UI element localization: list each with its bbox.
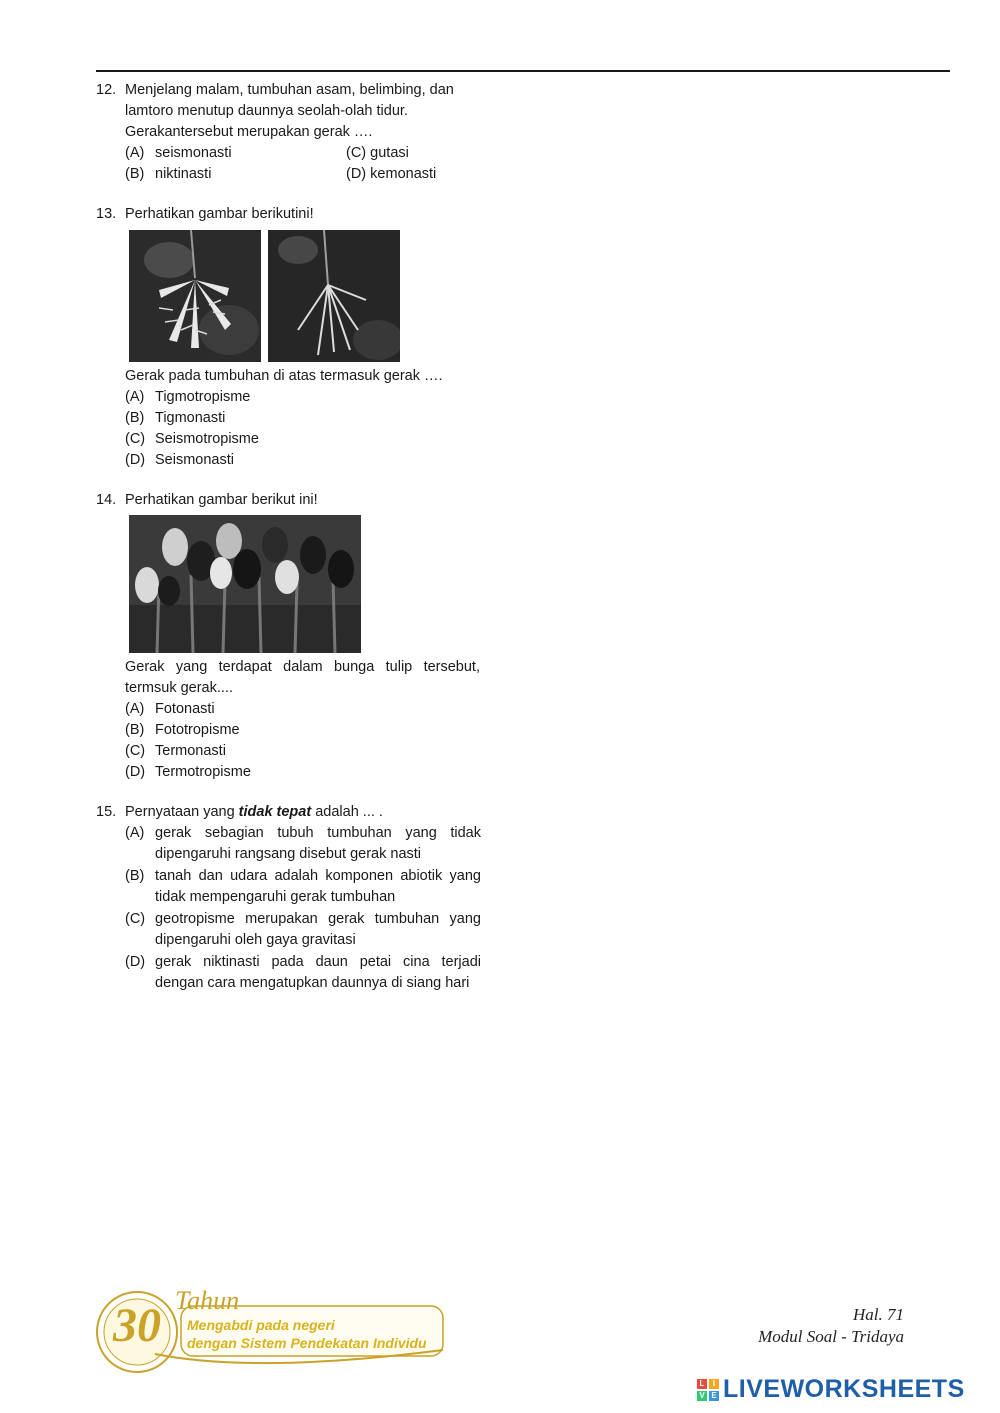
option-b[interactable]: (B) niktinasti (125, 166, 212, 182)
liveworksheets-brand[interactable] (697, 1375, 965, 1404)
question-stem: Perhatikan gambar berikutini! (125, 206, 314, 222)
question-15 (96, 802, 486, 994)
option-c[interactable]: (C) gutasi (346, 145, 409, 161)
header-rule (96, 70, 950, 72)
option-b[interactable]: (B) Fototropisme (125, 722, 240, 738)
brand-grid-icon: L I V E (697, 1379, 719, 1401)
anniversary-logo (95, 1284, 450, 1380)
question-stem: Perhatikan gambar berikut ini! (125, 492, 318, 508)
question-number: 12. (96, 82, 117, 98)
question-13 (96, 204, 486, 225)
option-a[interactable]: (A) gerak sebagian tubuh tumbuhan yang tidak dipengaruhi rangsang disebut gerak nasti (125, 825, 481, 862)
module-name: Modul Soal - Tridaya (758, 1327, 904, 1346)
mimosa-closed-image (268, 230, 400, 362)
question-text: Gerak yang terdapat dalam bunga tulip tersebut, termsuk gerak.... (125, 659, 480, 696)
question-stem-line: Gerakantersebut merupakan gerak …. (125, 124, 373, 140)
option-a[interactable]: (A) seismonasti (125, 145, 232, 161)
logo-word: Tahun (175, 1286, 240, 1315)
question-number: 15. (96, 804, 117, 820)
emphasis-text: tidak tepat (238, 804, 312, 820)
option-d[interactable]: (D) Termotropisme (125, 764, 251, 780)
option-a[interactable]: (A) Fotonasti (125, 701, 215, 717)
option-a[interactable]: (A) Tigmotropisme (125, 389, 251, 405)
question-12 (96, 80, 486, 185)
page-number: Hal. 71 (853, 1305, 904, 1324)
option-d[interactable]: (D) kemonasti (346, 166, 437, 182)
question-13-prompt (96, 366, 486, 471)
option-c[interactable]: (C) Seismotropisme (125, 431, 259, 447)
logo-tagline: Mengabdi pada negeri dengan Sistem Pendekatan Individu (187, 1317, 427, 1351)
question-stem-line: Menjelang malam, tumbuhan asam, belimbing, dan (125, 82, 454, 98)
logo-number: 30 (113, 1299, 161, 1352)
question-stem-line: lamtoro menutup daunnya seolah-olah tidur. (125, 103, 408, 119)
brand-text: LIVEWORKSHEETS (723, 1375, 965, 1403)
question-number: 13. (96, 206, 117, 222)
option-b[interactable]: (B) Tigmonasti (125, 410, 226, 426)
question-text: Gerak pada tumbuhan di atas termasuk gerak …. (125, 368, 443, 384)
option-c[interactable]: (C) Termonasti (125, 743, 226, 759)
option-d[interactable]: (D) Seismonasti (125, 452, 234, 468)
question-14 (96, 490, 486, 511)
option-d[interactable]: (D) gerak niktinasti pada daun petai cina terjadi dengan cara mengatupkan daunnya di siang hari (125, 954, 481, 991)
question-number: 14. (96, 492, 117, 508)
question-stem: Pernyataan yang tidak tepat adalah ... . (125, 804, 383, 820)
tulip-image (129, 515, 361, 653)
mimosa-open-image (129, 230, 261, 362)
answer-options (125, 143, 486, 185)
option-b[interactable]: (B) tanah dan udara adalah komponen abiotik yang tidak mempengaruhi gerak tumbuhan (125, 868, 481, 905)
page-footer (758, 1304, 904, 1348)
question-14-prompt (96, 657, 486, 783)
option-c[interactable]: (C) geotropisme merupakan gerak tumbuhan yang dipengaruhi oleh gaya gravitasi (125, 911, 481, 948)
